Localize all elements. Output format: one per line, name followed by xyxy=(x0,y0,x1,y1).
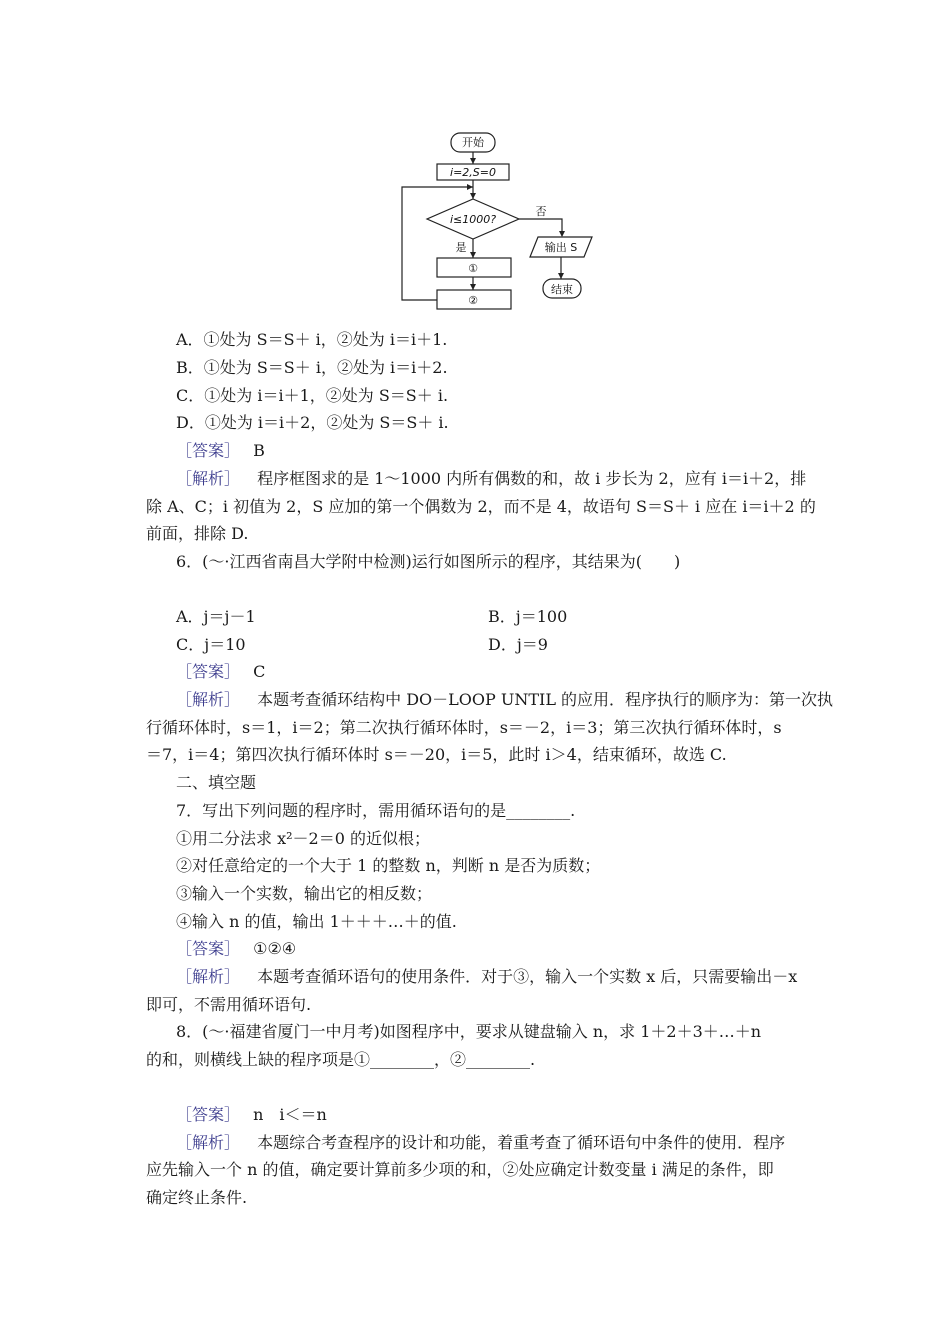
section-heading: 二、填空题 xyxy=(176,773,257,792)
flow-output-label: 输出 S xyxy=(544,241,578,254)
q8-analysis-2: 应先输入一个 n 的值，确定要计算前多少项的和，②处应确定计数变量 i 满足的条件，即 xyxy=(146,1160,774,1179)
flow-yes-label: 是 xyxy=(455,241,467,254)
q5-option-a: A．①处为 S＝S＋ i，②处为 i＝i＋1. xyxy=(176,330,448,349)
analysis-tag: ［解析］ xyxy=(176,967,241,986)
answer-tag: ［答案］ xyxy=(176,662,241,681)
q8-answer: n i＜＝n xyxy=(253,1105,327,1124)
flow-box1-label: ① xyxy=(468,262,478,275)
q6-answer: C xyxy=(253,662,266,681)
q5-answer-line xyxy=(176,441,265,461)
q7-answer-line xyxy=(176,939,296,959)
q6-option-b: B．j＝100 xyxy=(488,607,568,626)
q5-answer: B xyxy=(253,441,265,460)
q8-analysis-1: 本题综合考查程序的设计和功能，着重考查了循环语句中条件的使用．程序 xyxy=(257,1133,786,1152)
q5-option-d: D．①处为 i＝i＋2，②处为 S＝S＋ i. xyxy=(176,413,449,432)
q7-item-3: ③输入一个实数，输出它的相反数； xyxy=(176,884,433,903)
q5-option-b: B．①处为 S＝S＋ i，②处为 i＝i＋2. xyxy=(176,358,448,377)
flow-start-label: 开始 xyxy=(462,136,484,149)
flow-box2-label: ② xyxy=(468,294,478,307)
q7-answer: ①②④ xyxy=(253,939,297,958)
q7-stem: 7．写出下列问题的程序时，需用循环语句的是________. xyxy=(176,801,576,820)
q7-analysis-2: 即可，不需用循环语句. xyxy=(146,995,312,1014)
q8-analysis-3: 确定终止条件. xyxy=(146,1188,248,1207)
q6-stem: 6．(～·江西省南昌大学附中检测)运行如图所示的程序，其结果为( ) xyxy=(176,552,681,571)
q5-analysis-line1 xyxy=(176,469,806,489)
flow-end-label: 结束 xyxy=(551,283,573,296)
analysis-tag: ［解析］ xyxy=(176,469,241,488)
q8-stem-1: 8．(～·福建省厦门一中月考)如图程序中，要求从键盘输入 n，求 1＋2＋3＋…＋n xyxy=(176,1022,762,1041)
analysis-tag: ［解析］ xyxy=(176,690,241,709)
q7-item-2: ②对任意给定的一个大于 1 的整数 n，判断 n 是否为质数； xyxy=(176,856,601,875)
q8-analysis-line1 xyxy=(176,1133,785,1153)
q6-answer-line xyxy=(176,662,265,682)
flow-condition-label: i≤1000? xyxy=(449,213,497,226)
q7-analysis-1: 本题考查循环语句的使用条件．对于③，输入一个实数 x 后，只需要输出－x xyxy=(257,967,798,986)
answer-tag: ［答案］ xyxy=(176,939,241,958)
q6-analysis-3: ＝7，i＝4；第四次执行循环体时 s＝－20，i＝5，此时 i＞4，结束循环，故选 C. xyxy=(146,745,727,764)
q8-stem-2: 的和，则横线上缺的程序项是①________，②________. xyxy=(146,1050,536,1069)
q5-analysis-3: 前面，排除 D. xyxy=(146,524,249,543)
q7-analysis-line1 xyxy=(176,967,797,987)
q6-analysis-1: 本题考查循环结构中 DO－LOOP UNTIL 的应用．程序执行的顺序为：第一次执 xyxy=(257,690,834,709)
q5-analysis-1: 程序框图求的是 1～1000 内所有偶数的和，故 i 步长为 2，应有 i＝i＋2，排 xyxy=(257,469,807,488)
q6-option-a: A．j＝j－1 xyxy=(176,607,256,626)
answer-tag: ［答案］ xyxy=(176,1105,241,1124)
q7-item-1: ①用二分法求 x²－2＝0 的近似根； xyxy=(176,829,430,848)
answer-tag: ［答案］ xyxy=(176,441,241,460)
q5-option-c: C．①处为 i＝i＋1，②处为 S＝S＋ i. xyxy=(176,386,449,405)
flow-no-label: 否 xyxy=(535,205,547,218)
q8-answer-line xyxy=(176,1105,327,1125)
q7-item-4: ④输入 n 的值，输出 1＋＋＋…＋的值. xyxy=(176,912,457,931)
analysis-tag: ［解析］ xyxy=(176,1133,241,1152)
q6-option-c: C．j＝10 xyxy=(176,635,246,654)
q5-analysis-2: 除 A、C；i 初值为 2，S 应加的第一个偶数为 2，而不是 4，故语句 S＝S＋ i 应在 i＝i＋2 的 xyxy=(146,497,816,516)
q6-option-d: D．j＝9 xyxy=(488,635,548,654)
flowchart xyxy=(0,0,950,330)
q6-analysis-2: 行循环体时，s＝1，i＝2；第二次执行循环体时，s＝－2，i＝3；第三次执行循环体时，s xyxy=(146,718,782,737)
q6-analysis-line1 xyxy=(176,690,833,710)
flow-init-label: i=2,S=0 xyxy=(450,166,496,179)
